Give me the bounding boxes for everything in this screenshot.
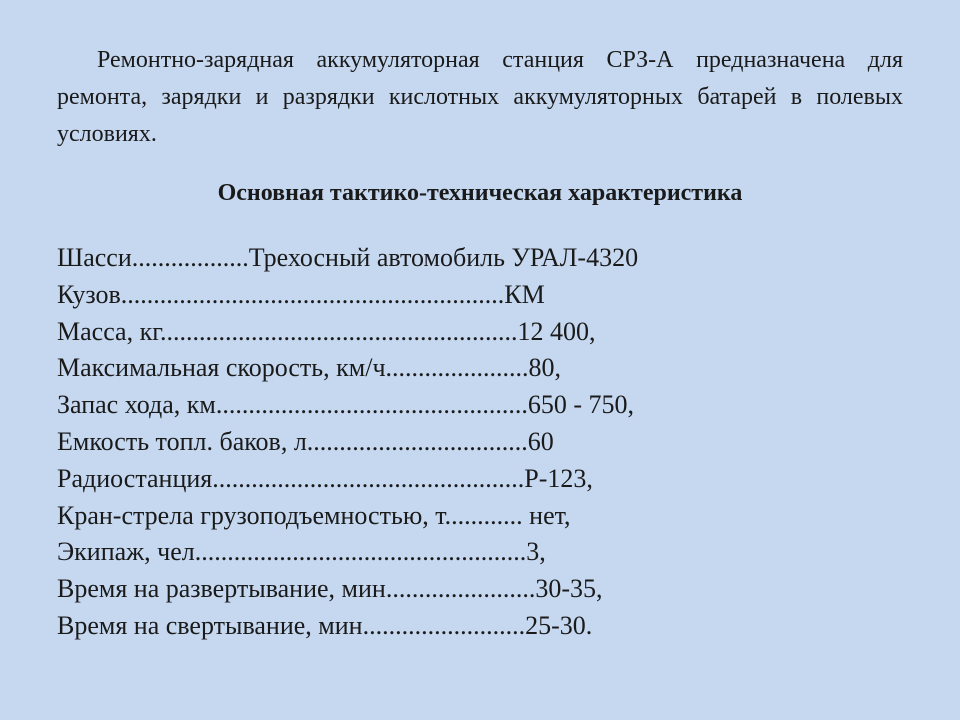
- intro-paragraph: Ремонтно-зарядная аккумуляторная станция СРЗ-А предназначена для ремонта, зарядки и разрядки кислотных аккумуляторных батарей в полевых условиях.: [57, 47, 903, 147]
- spec-radio: Радиостанция................................................Р-123,: [57, 463, 593, 493]
- spec-chassis: Шасси..................Трехосный автомобиль УРАЛ-4320: [57, 243, 639, 272]
- spec-max-speed: Максимальная скорость, км/ч......................80,: [57, 353, 562, 383]
- spec-fuel-capacity: Емкость топл. баков, л..................................60: [57, 426, 554, 456]
- spec-deploy-time: Время на развертывание, мин.......................30-35,: [57, 574, 603, 604]
- spec-list: [57, 240, 917, 645]
- spec-range: Запас хода, км................................................650 - 750,: [57, 390, 634, 420]
- spec-mass: Масса, кг.......................................................12 400,: [57, 316, 596, 346]
- section-heading: Основная тактико-техническая характеристика: [217, 180, 743, 206]
- spec-crew: Экипаж, чел...................................................3,: [57, 537, 546, 567]
- spec-stow-time: Время на свертывание, мин.........................25-30.: [57, 610, 593, 640]
- spec-body: Кузов...........................................................КМ: [57, 279, 545, 309]
- spec-crane: Кран-стрела грузоподъемностью, т............ нет,: [57, 500, 571, 530]
